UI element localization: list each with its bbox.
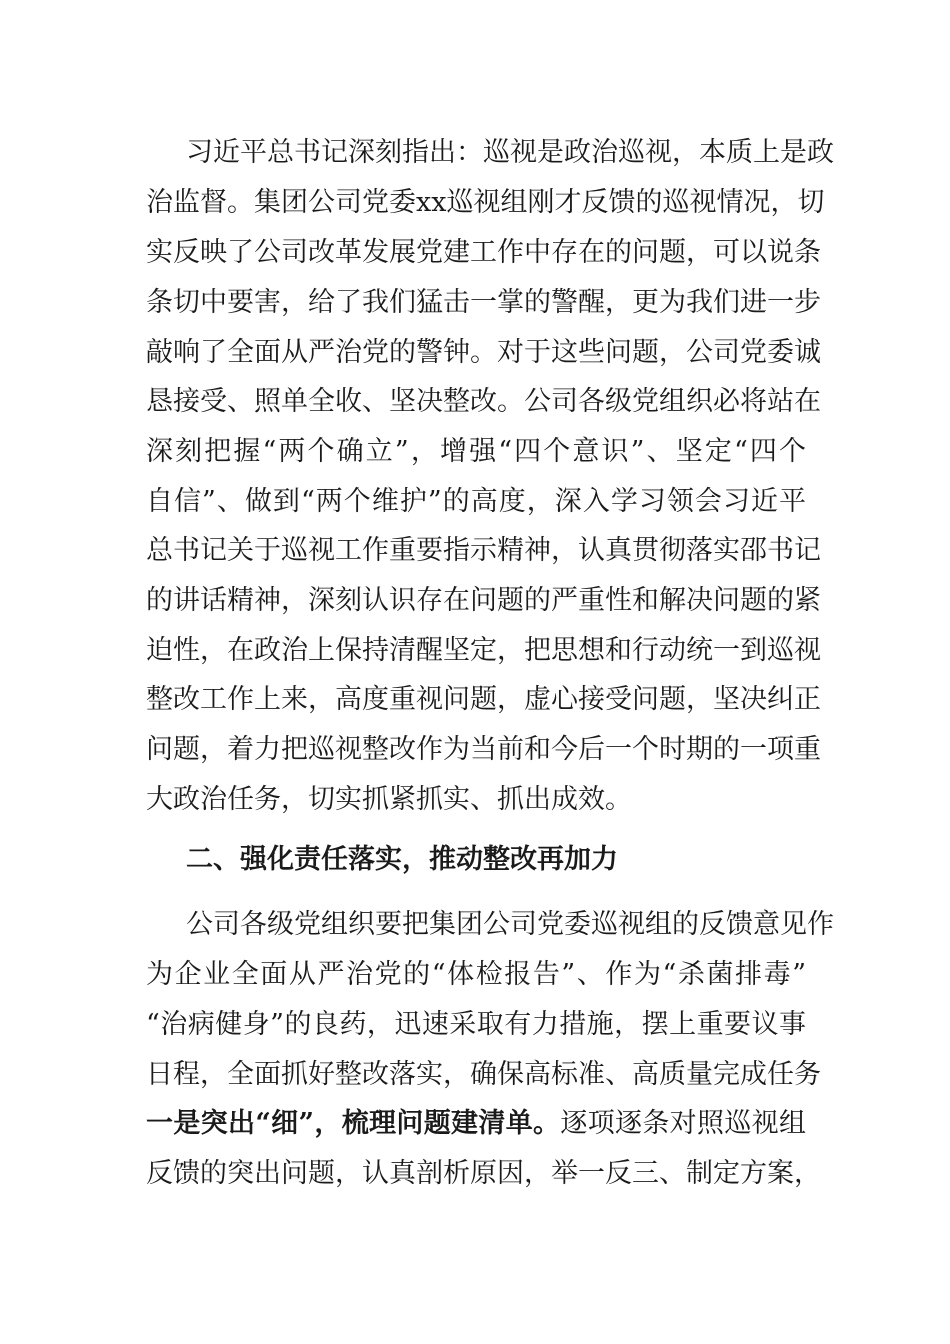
paragraph-1-line-1: 习近平总书记深刻指出：巡视是政治巡视，本质上是政: [186, 137, 834, 168]
paragraph-1-line-3: 实反映了公司改革发展党建工作中存在的问题，可以说条: [146, 237, 821, 268]
paragraph-3-line-1-rest: 逐项逐条对照巡视组: [560, 1108, 807, 1139]
paragraph-1-line-7: 深刻把握“两个确立”，增强“四个意识”、坚定“四个: [146, 436, 806, 467]
paragraph-2-line-2: 为企业全面从严治党的“体检报告”、作为“杀菌排毒”: [146, 959, 806, 990]
paragraph-1-line-8: 自信”、做到“两个维护”的高度，深入学习领会习近平: [146, 486, 806, 517]
paragraph-1-line-13: 问题，着力把巡视整改作为当前和今后一个时期的一项重: [146, 734, 821, 765]
paragraph-1-line-6: 恳接受、照单全收、坚决整改。公司各级党组织必将站在: [146, 386, 821, 417]
paragraph-1-line-5: 敲响了全面从严治党的警钟。对于这些问题，公司党委诚: [146, 337, 821, 368]
paragraph-2-line-3: “治病健身”的良药，迅速采取有力措施，摆上重要议事: [146, 1009, 806, 1040]
paragraph-1-line-11: 迫性，在政治上保持清醒坚定，把思想和行动统一到巡视: [146, 635, 821, 666]
paragraph-1-line-9: 总书记关于巡视工作重要指示精神，认真贯彻落实邵书记: [146, 535, 821, 566]
paragraph-3-line-2: 反馈的突出问题，认真剖析原因，举一反三、制定方案，: [146, 1158, 821, 1189]
paragraph-3-line-1: [146, 1098, 806, 1150]
paragraph-2-line-1: 公司各级党组织要把集团公司党委巡视组的反馈意见作: [186, 909, 834, 940]
section-heading-2: 二、强化责任落实，推动整改再加力: [186, 844, 618, 875]
paragraph-3-bold-lead: 一是突出“细”，梳理问题建清单。: [146, 1108, 561, 1139]
paragraph-2-line-4: 日程，全面抓好整改落实，确保高标准、高质量完成任务: [146, 1059, 821, 1090]
paragraph-1-line-12: 整改工作上来，高度重视问题，虚心接受问题，坚决纠正: [146, 684, 821, 715]
paragraph-1-line-10: 的讲话精神，深刻认识存在问题的严重性和解决问题的紧: [146, 585, 821, 616]
paragraph-1-line-4: 条切中要害，给了我们猛击一掌的警醒，更为我们进一步: [146, 287, 821, 318]
paragraph-1-line-14: 大政治任务，切实抓紧抓实、抓出成效。: [146, 784, 632, 815]
paragraph-1-line-2: 治监督。集团公司党委xx巡视组刚才反馈的巡视情况，切: [146, 187, 825, 218]
